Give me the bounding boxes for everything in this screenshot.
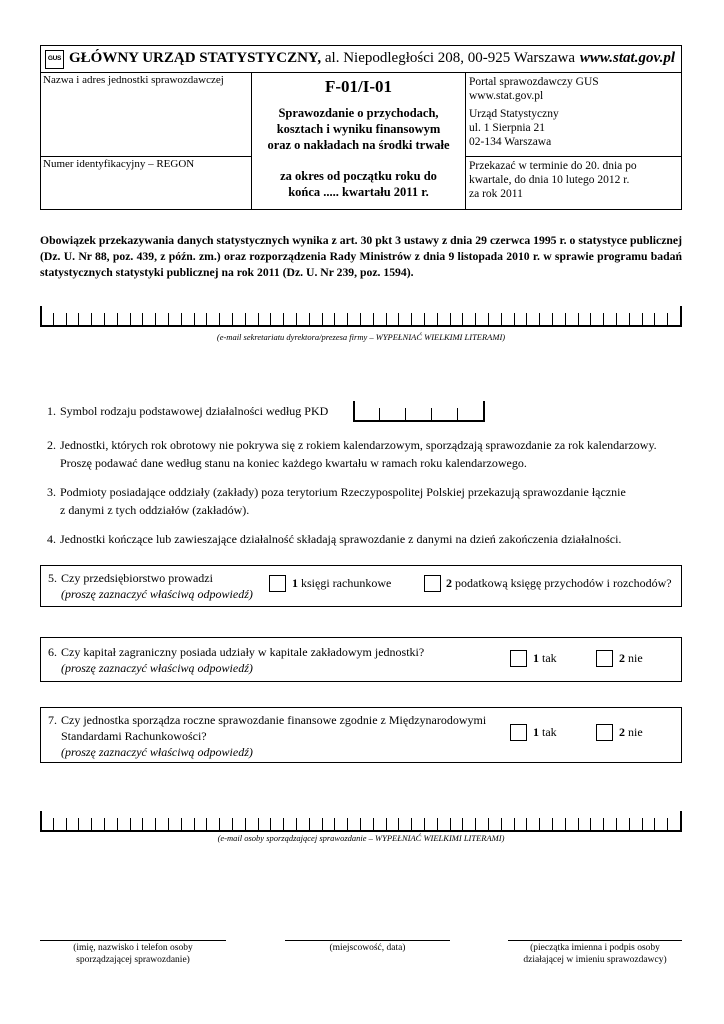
comb-tick <box>155 313 156 325</box>
comb-tick <box>334 313 335 325</box>
comb-tick <box>232 313 233 325</box>
comb-tick <box>514 313 515 325</box>
comb-tick <box>488 313 489 325</box>
director-email-input[interactable] <box>40 308 682 327</box>
comb-end-tick <box>680 811 682 830</box>
comb-tick <box>552 818 553 830</box>
comb-tick <box>206 313 207 325</box>
comb-tick <box>296 313 297 325</box>
q5-option-1-label <box>292 576 391 591</box>
comb-tick <box>603 313 604 325</box>
comb-tick <box>373 818 374 830</box>
reporting-unit-column <box>41 73 252 209</box>
question-7 <box>41 712 501 762</box>
comb-tick <box>219 313 220 325</box>
comb-tick <box>130 818 131 830</box>
option-number: 1 <box>292 576 298 590</box>
option-text: tak <box>542 651 557 665</box>
comb-tick <box>565 818 566 830</box>
comb-tick <box>91 313 92 325</box>
item-text: Symbol rodzaju podstawowej działalności według PKD <box>60 404 329 418</box>
portal-url[interactable]: www.stat.gov.pl <box>469 90 544 102</box>
comb-tick <box>309 818 310 830</box>
stamp-signature-line[interactable] <box>508 940 682 941</box>
question-6 <box>41 644 501 678</box>
question-text-line: Standardami Rachunkowości? <box>61 729 207 743</box>
item-number: 3. <box>47 485 56 499</box>
comb-tick <box>347 818 348 830</box>
comb-tick <box>424 818 425 830</box>
comb-tick <box>104 313 105 325</box>
comb-tick <box>379 408 380 420</box>
q6-yes-checkbox[interactable] <box>510 650 527 667</box>
item-4 <box>40 530 700 548</box>
item-text-line: z danymi z tych oddziałów (zakładów). <box>60 503 250 517</box>
comb-tick <box>53 313 54 325</box>
comb-tick <box>462 818 463 830</box>
item-number: 1. <box>47 404 56 418</box>
comb-tick <box>53 818 54 830</box>
office-title <box>69 50 575 67</box>
item-3 <box>40 483 700 519</box>
option-text: księgi rachunkowe <box>301 576 392 590</box>
comb-tick <box>642 818 643 830</box>
q7-no-checkbox[interactable] <box>596 724 613 741</box>
comb-tick <box>654 818 655 830</box>
question-number: 5. <box>48 571 57 585</box>
question-number: 7. <box>48 713 57 727</box>
comb-tick <box>334 818 335 830</box>
comb-tick <box>78 313 79 325</box>
question-6-box <box>40 637 682 682</box>
reporting-period <box>252 168 465 200</box>
comb-tick <box>386 313 387 325</box>
q7-yes-label <box>533 725 557 740</box>
comb-tick <box>270 818 271 830</box>
regon-label: Numer identyfikacyjny – REGON <box>43 158 195 170</box>
comb-tick <box>457 408 458 420</box>
comb-tick <box>258 818 259 830</box>
comb-tick <box>66 818 67 830</box>
period-line: końca ..... kwartału 2011 r. <box>288 185 429 199</box>
form-id-column <box>252 73 466 209</box>
recipient-name: Urząd Statystyczny <box>469 108 559 120</box>
form-title-line: kosztach i wyniku finansowym <box>276 122 441 136</box>
recipient-column <box>466 73 681 209</box>
item-text: Jednostki kończące lub zawieszające działalność składają sprawozdanie z danymi na dzień zakończenia działalności. <box>60 532 622 546</box>
comb-tick <box>411 818 412 830</box>
question-7-box <box>40 707 682 763</box>
legal-notice: Obowiązek przekazywania danych statystycznych wynika z art. 30 pkt 3 ustawy z dnia 29 czerwca 1995 r. o statystyce publicznej (Dz. U. Nr 88, poz. 439, z późn. zm.) oraz rozporządzenia Rady Ministrów z dnia 9 listopada 2010 r. w sprawie programu badań statystycznych statystyki publicznej na rok 2011 (Dz. U. Nr 239, poz. 1594). <box>40 234 682 279</box>
place-date-caption <box>285 942 450 954</box>
item-text <box>60 483 626 519</box>
comb-tick <box>130 313 131 325</box>
recipient-info <box>466 73 681 157</box>
comb-tick <box>142 313 143 325</box>
comb-tick <box>642 313 643 325</box>
option-number: 1 <box>533 725 539 739</box>
question-text <box>61 712 486 760</box>
comb-tick <box>155 818 156 830</box>
comb-tick <box>373 313 374 325</box>
question-number: 6. <box>48 645 57 659</box>
item-text-line: Jednostki, których rok obrotowy nie pokrywa się z rokiem kalendarzowym, sporządzają sprawozdanie za rok kalendarzowy. <box>60 438 657 452</box>
comb-tick <box>667 818 668 830</box>
comb-tick <box>450 313 451 325</box>
comb-tick <box>411 313 412 325</box>
comb-tick <box>629 818 630 830</box>
comb-tick <box>501 313 502 325</box>
recipient-street: ul. 1 Sierpnia 21 <box>469 122 546 134</box>
comb-end-tick <box>483 401 485 420</box>
portal-label: Portal sprawozdawczy GUS <box>469 76 599 88</box>
comb-tick <box>66 313 67 325</box>
comb-tick <box>360 313 361 325</box>
deadline-line: kwartale, do dnia 10 lutego 2012 r. <box>469 174 630 186</box>
item-text <box>60 436 657 472</box>
preparer-email-input[interactable] <box>40 813 682 832</box>
comb-tick <box>117 818 118 830</box>
preparer-signature-line[interactable] <box>40 940 226 941</box>
comb-tick <box>386 818 387 830</box>
comb-tick <box>168 818 169 830</box>
item-1 <box>40 402 360 420</box>
comb-tick <box>181 313 182 325</box>
director-email-caption: (e-mail sekretariatu dyrektora/prezesa firmy – WYPEŁNIAĆ WIELKIMI LITERAMI) <box>216 332 506 342</box>
comb-tick <box>437 818 438 830</box>
caption-line: (imię, nazwisko i telefon osoby <box>73 943 193 953</box>
comb-tick <box>437 313 438 325</box>
comb-tick <box>219 818 220 830</box>
option-text: nie <box>628 725 643 739</box>
question-text <box>61 570 253 602</box>
pkd-code-input[interactable] <box>353 403 485 422</box>
reporting-unit-label: Nazwa i adres jednostki sprawozdawczej <box>43 74 224 86</box>
option-text: podatkową księgę przychodów i rozchodów? <box>455 576 672 590</box>
deadline-info <box>466 157 681 203</box>
q7-no-label <box>619 725 643 740</box>
comb-tick <box>450 818 451 830</box>
stamp-signature-caption <box>505 942 685 966</box>
question-5-box <box>40 565 682 607</box>
caption-line: sporządzającej sprawozdanie) <box>76 955 190 965</box>
form-title-line: Sprawozdanie o przychodach, <box>278 106 439 120</box>
comb-tick <box>322 313 323 325</box>
comb-tick <box>117 313 118 325</box>
comb-tick <box>578 313 579 325</box>
comb-tick <box>616 818 617 830</box>
office-address: al. Niepodległości 208, 00-925 Warszawa <box>324 50 576 66</box>
comb-tick <box>270 313 271 325</box>
preparer-signature-caption <box>40 942 226 966</box>
q5-option-2-label <box>446 576 672 591</box>
comb-tick <box>590 818 591 830</box>
question-hint: (proszę zaznaczyć właściwą odpowiedź) <box>61 661 253 675</box>
form-code: F-01/I-01 <box>324 77 393 96</box>
comb-tick <box>283 313 284 325</box>
comb-tick <box>539 818 540 830</box>
deadline-line: Przekazać w terminie do 20. dnia po <box>469 160 637 172</box>
comb-tick <box>526 818 527 830</box>
comb-tick <box>142 818 143 830</box>
form-title <box>252 105 465 153</box>
caption-line: (miejscowość, data) <box>329 943 406 953</box>
question-text-line: Czy przedsiębiorstwo prowadzi <box>61 571 213 585</box>
question-hint: (proszę zaznaczyć właściwą odpowiedź) <box>61 587 253 601</box>
comb-tick <box>629 313 630 325</box>
comb-tick <box>475 313 476 325</box>
question-hint: (proszę zaznaczyć właściwą odpowiedź) <box>61 745 253 759</box>
item-text-line: Proszę podawać dane według stanu na koniec każdego kwartału w ramach roku kalendarzowego. <box>60 456 527 470</box>
office-name: GŁÓWNY URZĄD STATYSTYCZNY, <box>69 50 322 66</box>
comb-end-tick <box>353 401 355 420</box>
comb-tick <box>431 408 432 420</box>
deadline-line: za rok 2011 <box>469 188 523 200</box>
question-text-line: Czy jednostka sporządza roczne sprawozdanie finansowe zgodnie z Międzynarodowymi <box>61 713 487 727</box>
form-header <box>40 45 682 210</box>
comb-end-tick <box>40 306 42 325</box>
comb-tick <box>91 818 92 830</box>
comb-tick <box>552 313 553 325</box>
comb-tick <box>654 313 655 325</box>
question-5 <box>41 570 301 604</box>
q5-option-1-checkbox[interactable] <box>269 575 286 592</box>
comb-tick <box>616 313 617 325</box>
comb-tick <box>347 313 348 325</box>
comb-tick <box>462 313 463 325</box>
q6-no-checkbox[interactable] <box>596 650 613 667</box>
q7-yes-checkbox[interactable] <box>510 724 527 741</box>
caption-line: działającej w imieniu sprawozdawcy) <box>523 955 667 965</box>
website-link[interactable]: www.stat.gov.pl <box>579 50 675 66</box>
comb-tick <box>526 313 527 325</box>
comb-tick <box>398 818 399 830</box>
question-text-line: Czy kapitał zagraniczny posiada udziały w kapitale zakładowym jednostki? <box>61 645 425 659</box>
reporting-unit-field[interactable] <box>41 73 251 157</box>
recipient-city: 02-134 Warszawa <box>469 136 552 148</box>
q6-no-label <box>619 651 643 666</box>
comb-tick <box>398 313 399 325</box>
form-title-line: oraz o nakładach na środki trwałe <box>267 138 450 152</box>
preparer-email-caption: (e-mail osoby sporządzającej sprawozdanie – WYPEŁNIAĆ WIELKIMI LITERAMI) <box>217 833 505 843</box>
comb-tick <box>194 818 195 830</box>
regon-field[interactable] <box>41 157 251 171</box>
comb-tick <box>539 313 540 325</box>
item-2 <box>40 436 700 472</box>
header-title-row <box>41 46 681 73</box>
question-text <box>61 644 424 676</box>
q6-yes-label <box>533 651 557 666</box>
q5-option-2-checkbox[interactable] <box>424 575 441 592</box>
comb-tick <box>488 818 489 830</box>
option-text: nie <box>628 651 643 665</box>
comb-tick <box>578 818 579 830</box>
option-number: 2 <box>446 576 452 590</box>
comb-tick <box>206 818 207 830</box>
comb-tick <box>168 313 169 325</box>
item-text-line: Podmioty posiadające oddziały (zakłady) poza terytorium Rzeczypospolitej Polskiej przekazują sprawozdanie łącznie <box>60 485 626 499</box>
comb-tick <box>322 818 323 830</box>
comb-tick <box>296 818 297 830</box>
comb-end-tick <box>680 306 682 325</box>
period-line: za okres od początku roku do <box>280 169 437 183</box>
comb-tick <box>565 313 566 325</box>
option-text: tak <box>542 725 557 739</box>
option-number: 1 <box>533 651 539 665</box>
caption-line: (pieczątka imienna i podpis osoby <box>530 943 660 953</box>
comb-tick <box>309 313 310 325</box>
comb-tick <box>283 818 284 830</box>
comb-tick <box>245 313 246 325</box>
comb-tick <box>475 818 476 830</box>
comb-end-tick <box>40 811 42 830</box>
comb-tick <box>78 818 79 830</box>
item-number: 4. <box>47 532 56 546</box>
comb-tick <box>232 818 233 830</box>
place-date-line[interactable] <box>285 940 450 941</box>
comb-tick <box>603 818 604 830</box>
gus-logo: GUS <box>45 50 64 69</box>
comb-tick <box>501 818 502 830</box>
comb-tick <box>194 313 195 325</box>
comb-tick <box>258 313 259 325</box>
comb-tick <box>405 408 406 420</box>
comb-tick <box>104 818 105 830</box>
option-number: 2 <box>619 651 625 665</box>
comb-tick <box>514 818 515 830</box>
comb-tick <box>360 818 361 830</box>
comb-tick <box>181 818 182 830</box>
option-number: 2 <box>619 725 625 739</box>
comb-tick <box>590 313 591 325</box>
comb-tick <box>667 313 668 325</box>
comb-tick <box>245 818 246 830</box>
item-number: 2. <box>47 438 56 452</box>
comb-tick <box>424 313 425 325</box>
